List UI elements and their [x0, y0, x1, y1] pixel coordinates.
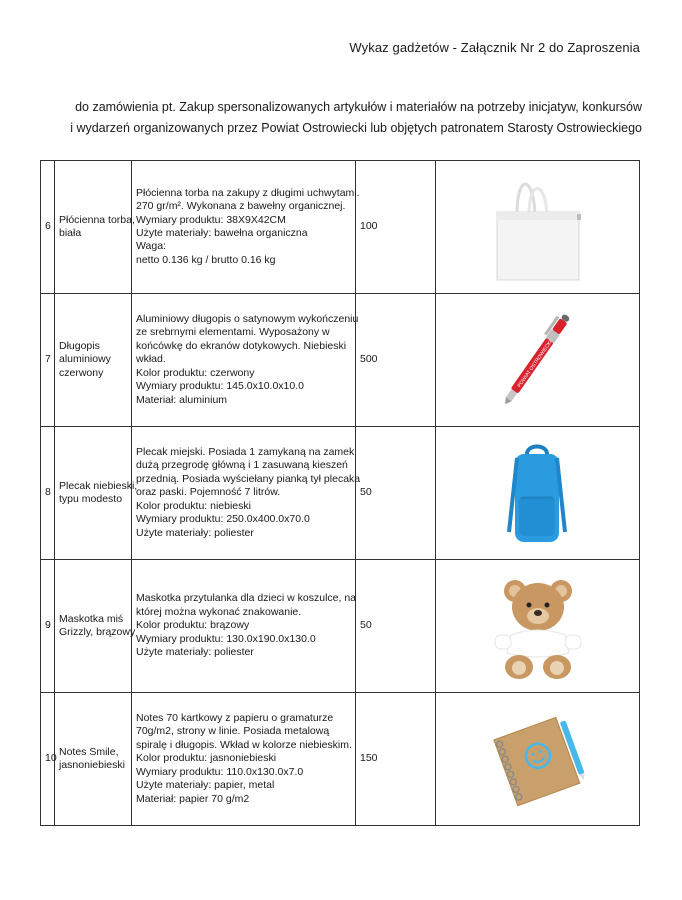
item-number: 10 — [41, 693, 55, 826]
intro-line-2: i wydarzeń organizowanych przez Powiat Ostrowiecki lub objętych patronatem Starosty Ostrowieckiego — [70, 121, 642, 135]
item-quantity: 100 — [356, 161, 436, 294]
item-name-line: Płócienna torba, — [59, 213, 135, 226]
item-image-cell — [436, 294, 640, 427]
item-description-line: Aluminiowy długopis o satynowym wykończeniu — [136, 313, 359, 326]
item-quantity: 50 — [356, 560, 436, 693]
item-description-line: Płócienna torba na zakupy z długimi uchwytami. — [136, 186, 360, 199]
item-description-line: Użyte materiały: poliester — [136, 526, 254, 539]
item-description — [132, 693, 356, 826]
notebook-image — [483, 702, 593, 817]
item-description-line: Materiał: papier 70 g/m2 — [136, 792, 250, 805]
item-description-line: netto 0.136 kg / brutto 0.16 kg — [136, 253, 276, 266]
item-name-line: aluminiowy — [59, 353, 111, 366]
item-name-line: Długopis — [59, 339, 100, 352]
item-description-line: Plecak miejski. Posiada 1 zamykaną na zamek — [136, 446, 355, 459]
item-description-line: Maskotka przytulanka dla dzieci w koszulce, na — [136, 592, 357, 605]
table-row — [41, 427, 640, 560]
item-name — [55, 560, 136, 693]
item-description-line: Użyte materiały: bawełna organiczna — [136, 227, 308, 239]
item-name-line: jasnoniebieski — [59, 759, 125, 771]
item-image-cell — [436, 161, 640, 294]
item-description-line: Użyte materiały: poliester — [136, 646, 254, 659]
table-row — [41, 294, 640, 427]
item-name-line: biała — [59, 227, 82, 239]
item-image-cell — [436, 560, 640, 693]
item-description-line: Kolor produktu: brązowy — [136, 619, 250, 632]
item-description-line: Waga: — [136, 240, 166, 253]
item-quantity: 500 — [356, 294, 436, 427]
tote-bag-image — [483, 170, 593, 285]
item-description-line: 70g/m2, strony w linie. Posiada metalową — [136, 725, 330, 738]
item-name-line: Notes Smile, — [59, 745, 119, 758]
backpack-image — [483, 436, 593, 551]
item-description-line: Materiał: aluminium — [136, 393, 228, 406]
item-name-line: Grizzly, brązowy — [59, 626, 136, 638]
item-description-line: dużą przegrodę główną i 1 zasuwaną kieszeń — [136, 459, 348, 472]
item-description-line: Kolor produktu: jasnoniebieski — [136, 752, 277, 765]
item-description-line: Wymiary produktu: 145.0x10.0x10.0 — [136, 380, 304, 393]
item-name-line: Maskotka miś — [59, 612, 124, 625]
item-description-line: Wymiary produktu: 250.0x400.0x70.0 — [136, 513, 310, 526]
item-description-line: końcówkę do ekranów dotykowych. Niebieski — [136, 339, 347, 352]
item-description — [132, 294, 359, 427]
item-description-line: Wymiary produktu: 130.0x190.0x130.0 — [136, 632, 316, 645]
teddy-bear-image — [483, 569, 593, 684]
item-description-line: przednią. Posiada wyściełany pianką tył plecaka — [136, 472, 361, 485]
item-description — [132, 560, 356, 693]
item-description-line: Kolor produktu: czerwony — [136, 366, 255, 379]
item-description-line: Kolor produktu: niebieski — [136, 499, 251, 512]
item-description-line: Wymiary produktu: 110.0x130.0x7.0 — [136, 765, 304, 778]
item-number: 7 — [41, 294, 55, 427]
item-description-line: której można wykonać znakowanie. — [136, 605, 302, 618]
item-description — [132, 161, 360, 294]
table-row — [41, 560, 640, 693]
item-description-line: wkład. — [136, 353, 166, 366]
gadgets-table — [40, 160, 640, 826]
item-number: 8 — [41, 427, 55, 560]
pen-image — [483, 303, 593, 418]
item-name-line: typu modesto — [59, 493, 123, 505]
item-number: 9 — [41, 560, 55, 693]
item-name — [55, 427, 138, 560]
item-name-line: Plecak niebieski, — [59, 479, 138, 492]
item-image-cell — [436, 427, 640, 560]
item-name-line: czerwony — [59, 366, 104, 379]
item-quantity: 150 — [356, 693, 436, 826]
item-description — [132, 427, 361, 560]
item-name — [55, 693, 132, 826]
table-row — [41, 693, 640, 826]
item-description-line: 270 gr/m². Wykonana z bawełny organicznej. — [136, 200, 346, 213]
item-description-line: Użyte materiały: papier, metal — [136, 779, 275, 792]
table-row — [41, 161, 640, 294]
item-number: 6 — [41, 161, 55, 294]
intro-line-1: do zamówienia pt. Zakup spersonalizowanych artykułów i materiałów na potrzeby inicjatyw, konkursów — [75, 100, 642, 114]
item-description-line: oraz paski. Pojemność 7 litrów. — [136, 486, 281, 499]
pen-imprint: POWIAT OSTROWIECKI — [516, 338, 554, 389]
item-description-line: Notes 70 kartkowy z papieru o gramaturze — [136, 712, 334, 725]
item-name — [55, 161, 135, 294]
item-quantity: 50 — [356, 427, 436, 560]
header-title: Wykaz gadżetów - Załącznik Nr 2 do Zaproszenia — [349, 40, 640, 55]
item-description-line: spiralę i długopis. Wkład w kolorze niebieskim. — [136, 738, 352, 751]
intro-text — [40, 97, 642, 139]
item-description-line: ze srebrnymi elementami. Wyposażony w — [136, 326, 330, 339]
item-image-cell — [436, 693, 640, 826]
item-description-line: Wymiary produktu: 38X9X42CM — [136, 213, 286, 226]
item-name — [55, 294, 132, 427]
